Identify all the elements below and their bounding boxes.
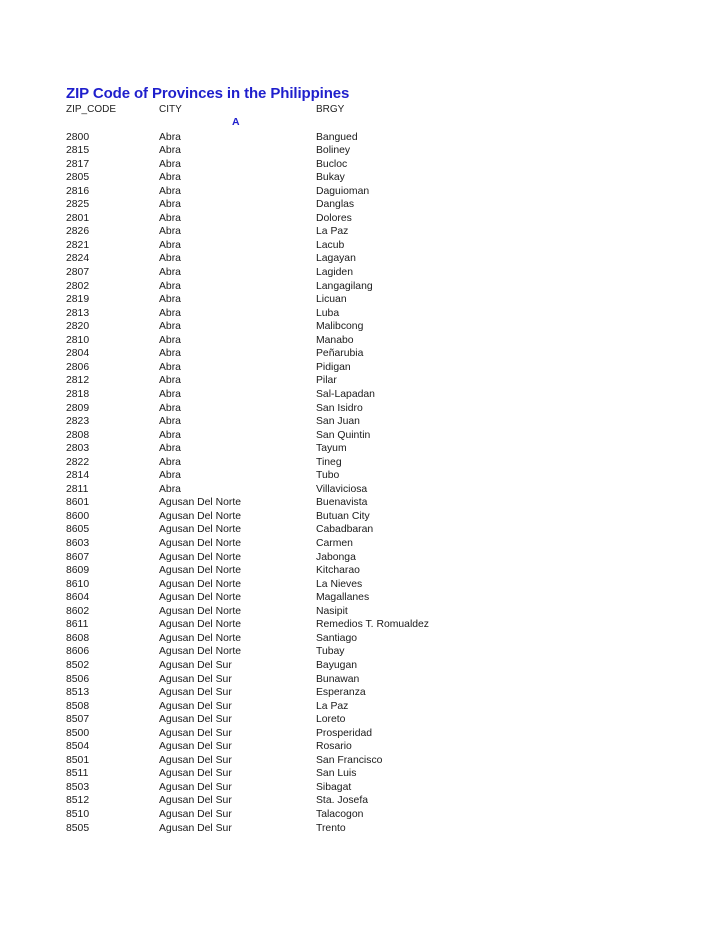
zip-code-cell: 2813: [66, 307, 90, 319]
brgy-cell: Licuan: [316, 294, 347, 306]
zip-code-cell: 8604: [66, 592, 90, 604]
brgy-cell: Peñarubia: [316, 348, 364, 360]
brgy-cell: Bucloc: [316, 158, 348, 170]
city-cell: Abra: [159, 172, 181, 184]
document-title: ZIP Code of Provinces in the Philippines: [66, 85, 350, 102]
zip-code-cell: 8603: [66, 538, 90, 549]
zip-code-cell: 2826: [66, 226, 90, 238]
zip-code-cell: 8510: [66, 809, 90, 820]
city-cell: Abra: [159, 145, 181, 157]
brgy-cell: San Luis: [316, 768, 357, 780]
column-header-brgy: BRGY: [316, 104, 345, 115]
brgy-cell: La Paz: [316, 700, 349, 712]
brgy-cell: Bunawan: [316, 673, 360, 685]
city-cell: Agusan Del Norte: [159, 605, 242, 617]
zip-code-cell: 2824: [66, 253, 90, 265]
city-cell: Abra: [159, 280, 181, 292]
brgy-cell: Nasipit: [316, 605, 348, 617]
zip-code-cell: 2814: [66, 470, 90, 482]
brgy-cell: Bangued: [316, 131, 358, 143]
brgy-cell: Bukay: [316, 172, 345, 184]
brgy-cell: San Quintin: [316, 429, 371, 441]
city-cell: Abra: [159, 267, 181, 278]
brgy-cell: Loreto: [316, 714, 346, 726]
brgy-cell: San Juan: [316, 416, 360, 428]
city-cell: Abra: [159, 456, 181, 468]
city-cell: Agusan Del Sur: [159, 687, 232, 699]
zip-code-cell: 2800: [66, 131, 90, 143]
brgy-cell: Buenavista: [316, 497, 368, 509]
city-cell: Abra: [159, 321, 181, 333]
brgy-cell: Danglas: [316, 199, 355, 211]
brgy-cell: Santiago: [316, 632, 358, 644]
brgy-cell: La Nieves: [316, 578, 363, 590]
city-cell: Abra: [159, 185, 181, 197]
brgy-cell: Lagayan: [316, 253, 356, 265]
brgy-cell: Talacogon: [316, 809, 364, 820]
zip-code-cell: 8505: [66, 822, 90, 834]
brgy-cell: Luba: [316, 307, 340, 319]
city-cell: Agusan Del Norte: [159, 619, 242, 631]
brgy-cell: San Francisco: [316, 754, 383, 766]
brgy-cell: Tubay: [316, 646, 345, 658]
brgy-cell: La Paz: [316, 226, 349, 238]
brgy-cell: Trento: [316, 822, 346, 834]
zip-code-cell: 8508: [66, 700, 90, 712]
zip-code-cell: 2810: [66, 334, 90, 346]
brgy-cell: Prosperidad: [316, 727, 373, 739]
city-cell: Abra: [159, 199, 181, 211]
column-header-zip-code: ZIP_CODE: [66, 104, 117, 115]
zip-code-cell: 8501: [66, 754, 90, 766]
zip-code-cell: 2805: [66, 172, 90, 184]
city-cell: Agusan Del Sur: [159, 795, 232, 807]
column-header-city: CITY: [159, 104, 182, 115]
zip-code-cell: 8611: [66, 619, 89, 631]
brgy-cell: Carmen: [316, 538, 353, 549]
city-cell: Agusan Del Sur: [159, 714, 232, 726]
city-cell: Agusan Del Norte: [159, 524, 242, 536]
city-cell: Agusan Del Sur: [159, 768, 232, 780]
brgy-cell: Remedios T. Romualdez: [316, 619, 430, 631]
city-cell: Abra: [159, 131, 181, 143]
city-cell: Agusan Del Norte: [159, 632, 242, 644]
zip-code-cell: 2823: [66, 416, 90, 428]
zip-code-cell: 2820: [66, 321, 90, 333]
city-cell: Agusan Del Norte: [159, 510, 242, 522]
zip-code-cell: 8609: [66, 565, 90, 577]
brgy-cell: San Isidro: [316, 402, 363, 414]
zip-code-cell: 2801: [66, 212, 90, 224]
city-cell: Abra: [159, 443, 181, 455]
city-cell: Abra: [159, 348, 181, 360]
city-cell: Agusan Del Norte: [159, 578, 242, 590]
city-cell: Agusan Del Norte: [159, 538, 242, 549]
brgy-cell: Sta. Josefa: [316, 795, 368, 807]
brgy-cell: Pidigan: [316, 361, 351, 373]
brgy-cell: Sal-Lapadan: [316, 388, 375, 400]
zip-code-cell: 8500: [66, 727, 90, 739]
brgy-cell: Bayugan: [316, 659, 358, 671]
section-letter-heading: A: [232, 116, 240, 128]
zip-code-cell: 8511: [66, 768, 89, 780]
zip-code-cell: 2807: [66, 267, 90, 278]
city-cell: Abra: [159, 429, 181, 441]
city-cell: Agusan Del Norte: [159, 592, 242, 604]
city-cell: Agusan Del Norte: [159, 551, 242, 563]
zip-code-cell: 2822: [66, 456, 90, 468]
brgy-cell: Tubo: [316, 470, 340, 482]
zip-code-cell: 8606: [66, 646, 90, 658]
zip-code-cell: 8602: [66, 605, 90, 617]
zip-code-cell: 8512: [66, 795, 90, 807]
city-cell: Abra: [159, 483, 181, 495]
city-cell: Abra: [159, 361, 181, 373]
zip-code-cell: 2815: [66, 145, 90, 157]
city-cell: Abra: [159, 294, 181, 306]
zip-code-cell: 2821: [66, 239, 90, 251]
zip-code-cell: 8502: [66, 659, 90, 671]
zip-code-cell: 2812: [66, 375, 90, 387]
zip-code-cell: 2816: [66, 185, 90, 197]
city-cell: Agusan Del Sur: [159, 809, 232, 820]
brgy-cell: Pilar: [316, 375, 337, 387]
zip-code-cell: 8507: [66, 714, 90, 726]
zip-code-cell: 2808: [66, 429, 90, 441]
city-cell: Agusan Del Norte: [159, 646, 242, 658]
zip-code-cell: 8605: [66, 524, 90, 536]
city-cell: Agusan Del Norte: [159, 565, 242, 577]
zip-code-cell: 8601: [66, 497, 90, 509]
zip-code-cell: 8506: [66, 673, 90, 685]
brgy-cell: Daguioman: [316, 185, 370, 197]
brgy-cell: Butuan City: [316, 510, 370, 522]
zip-code-cell: 2803: [66, 443, 90, 455]
city-cell: Agusan Del Sur: [159, 673, 232, 685]
city-cell: Abra: [159, 226, 181, 238]
brgy-cell: Esperanza: [316, 687, 366, 699]
zip-code-cell: 8607: [66, 551, 90, 563]
zip-code-cell: 2817: [66, 158, 90, 170]
city-cell: Agusan Del Sur: [159, 659, 232, 671]
zip-code-cell: 2825: [66, 199, 90, 211]
zip-code-cell: 2809: [66, 402, 90, 414]
zip-code-cell: 8610: [66, 578, 90, 590]
brgy-cell: Dolores: [316, 212, 352, 224]
brgy-cell: Tayum: [316, 443, 347, 455]
city-cell: Abra: [159, 416, 181, 428]
city-cell: Abra: [159, 239, 181, 251]
city-cell: Abra: [159, 253, 181, 265]
zip-code-cell: 8504: [66, 741, 90, 753]
brgy-cell: Villaviciosa: [316, 483, 368, 495]
brgy-cell: Cabadbaran: [316, 524, 374, 536]
city-cell: Agusan Del Sur: [159, 700, 232, 712]
brgy-cell: Malibcong: [316, 321, 364, 333]
brgy-cell: Boliney: [316, 145, 351, 157]
brgy-cell: Kitcharao: [316, 565, 360, 577]
city-cell: Abra: [159, 334, 181, 346]
zip-code-cell: 2811: [66, 483, 89, 495]
zip-code-cell: 2819: [66, 294, 90, 306]
city-cell: Abra: [159, 158, 181, 170]
city-cell: Abra: [159, 375, 181, 387]
city-cell: Agusan Del Sur: [159, 754, 232, 766]
city-cell: Agusan Del Sur: [159, 822, 232, 834]
brgy-cell: Rosario: [316, 741, 352, 753]
zip-code-cell: 2806: [66, 361, 90, 373]
city-cell: Abra: [159, 402, 181, 414]
brgy-cell: Lacub: [316, 239, 345, 251]
zip-code-cell: 2818: [66, 388, 90, 400]
brgy-cell: Magallanes: [316, 592, 370, 604]
city-cell: Abra: [159, 212, 181, 224]
city-cell: Agusan Del Sur: [159, 781, 232, 793]
brgy-cell: Sibagat: [316, 781, 352, 793]
brgy-cell: Jabonga: [316, 551, 356, 563]
zip-code-cell: 8608: [66, 632, 90, 644]
zip-code-cell: 2802: [66, 280, 90, 292]
brgy-cell: Tineg: [316, 456, 342, 468]
city-cell: Abra: [159, 470, 181, 482]
city-cell: Abra: [159, 388, 181, 400]
brgy-cell: Langagilang: [316, 280, 373, 292]
brgy-cell: Lagiden: [316, 267, 353, 278]
zip-code-cell: 8600: [66, 510, 90, 522]
city-cell: Agusan Del Sur: [159, 741, 232, 753]
zip-code-cell: 2804: [66, 348, 90, 360]
city-cell: Agusan Del Norte: [159, 497, 242, 509]
city-cell: Agusan Del Sur: [159, 727, 232, 739]
zip-code-cell: 8503: [66, 781, 90, 793]
zip-code-cell: 8513: [66, 687, 90, 699]
city-cell: Abra: [159, 307, 181, 319]
brgy-cell: Manabo: [316, 334, 354, 346]
